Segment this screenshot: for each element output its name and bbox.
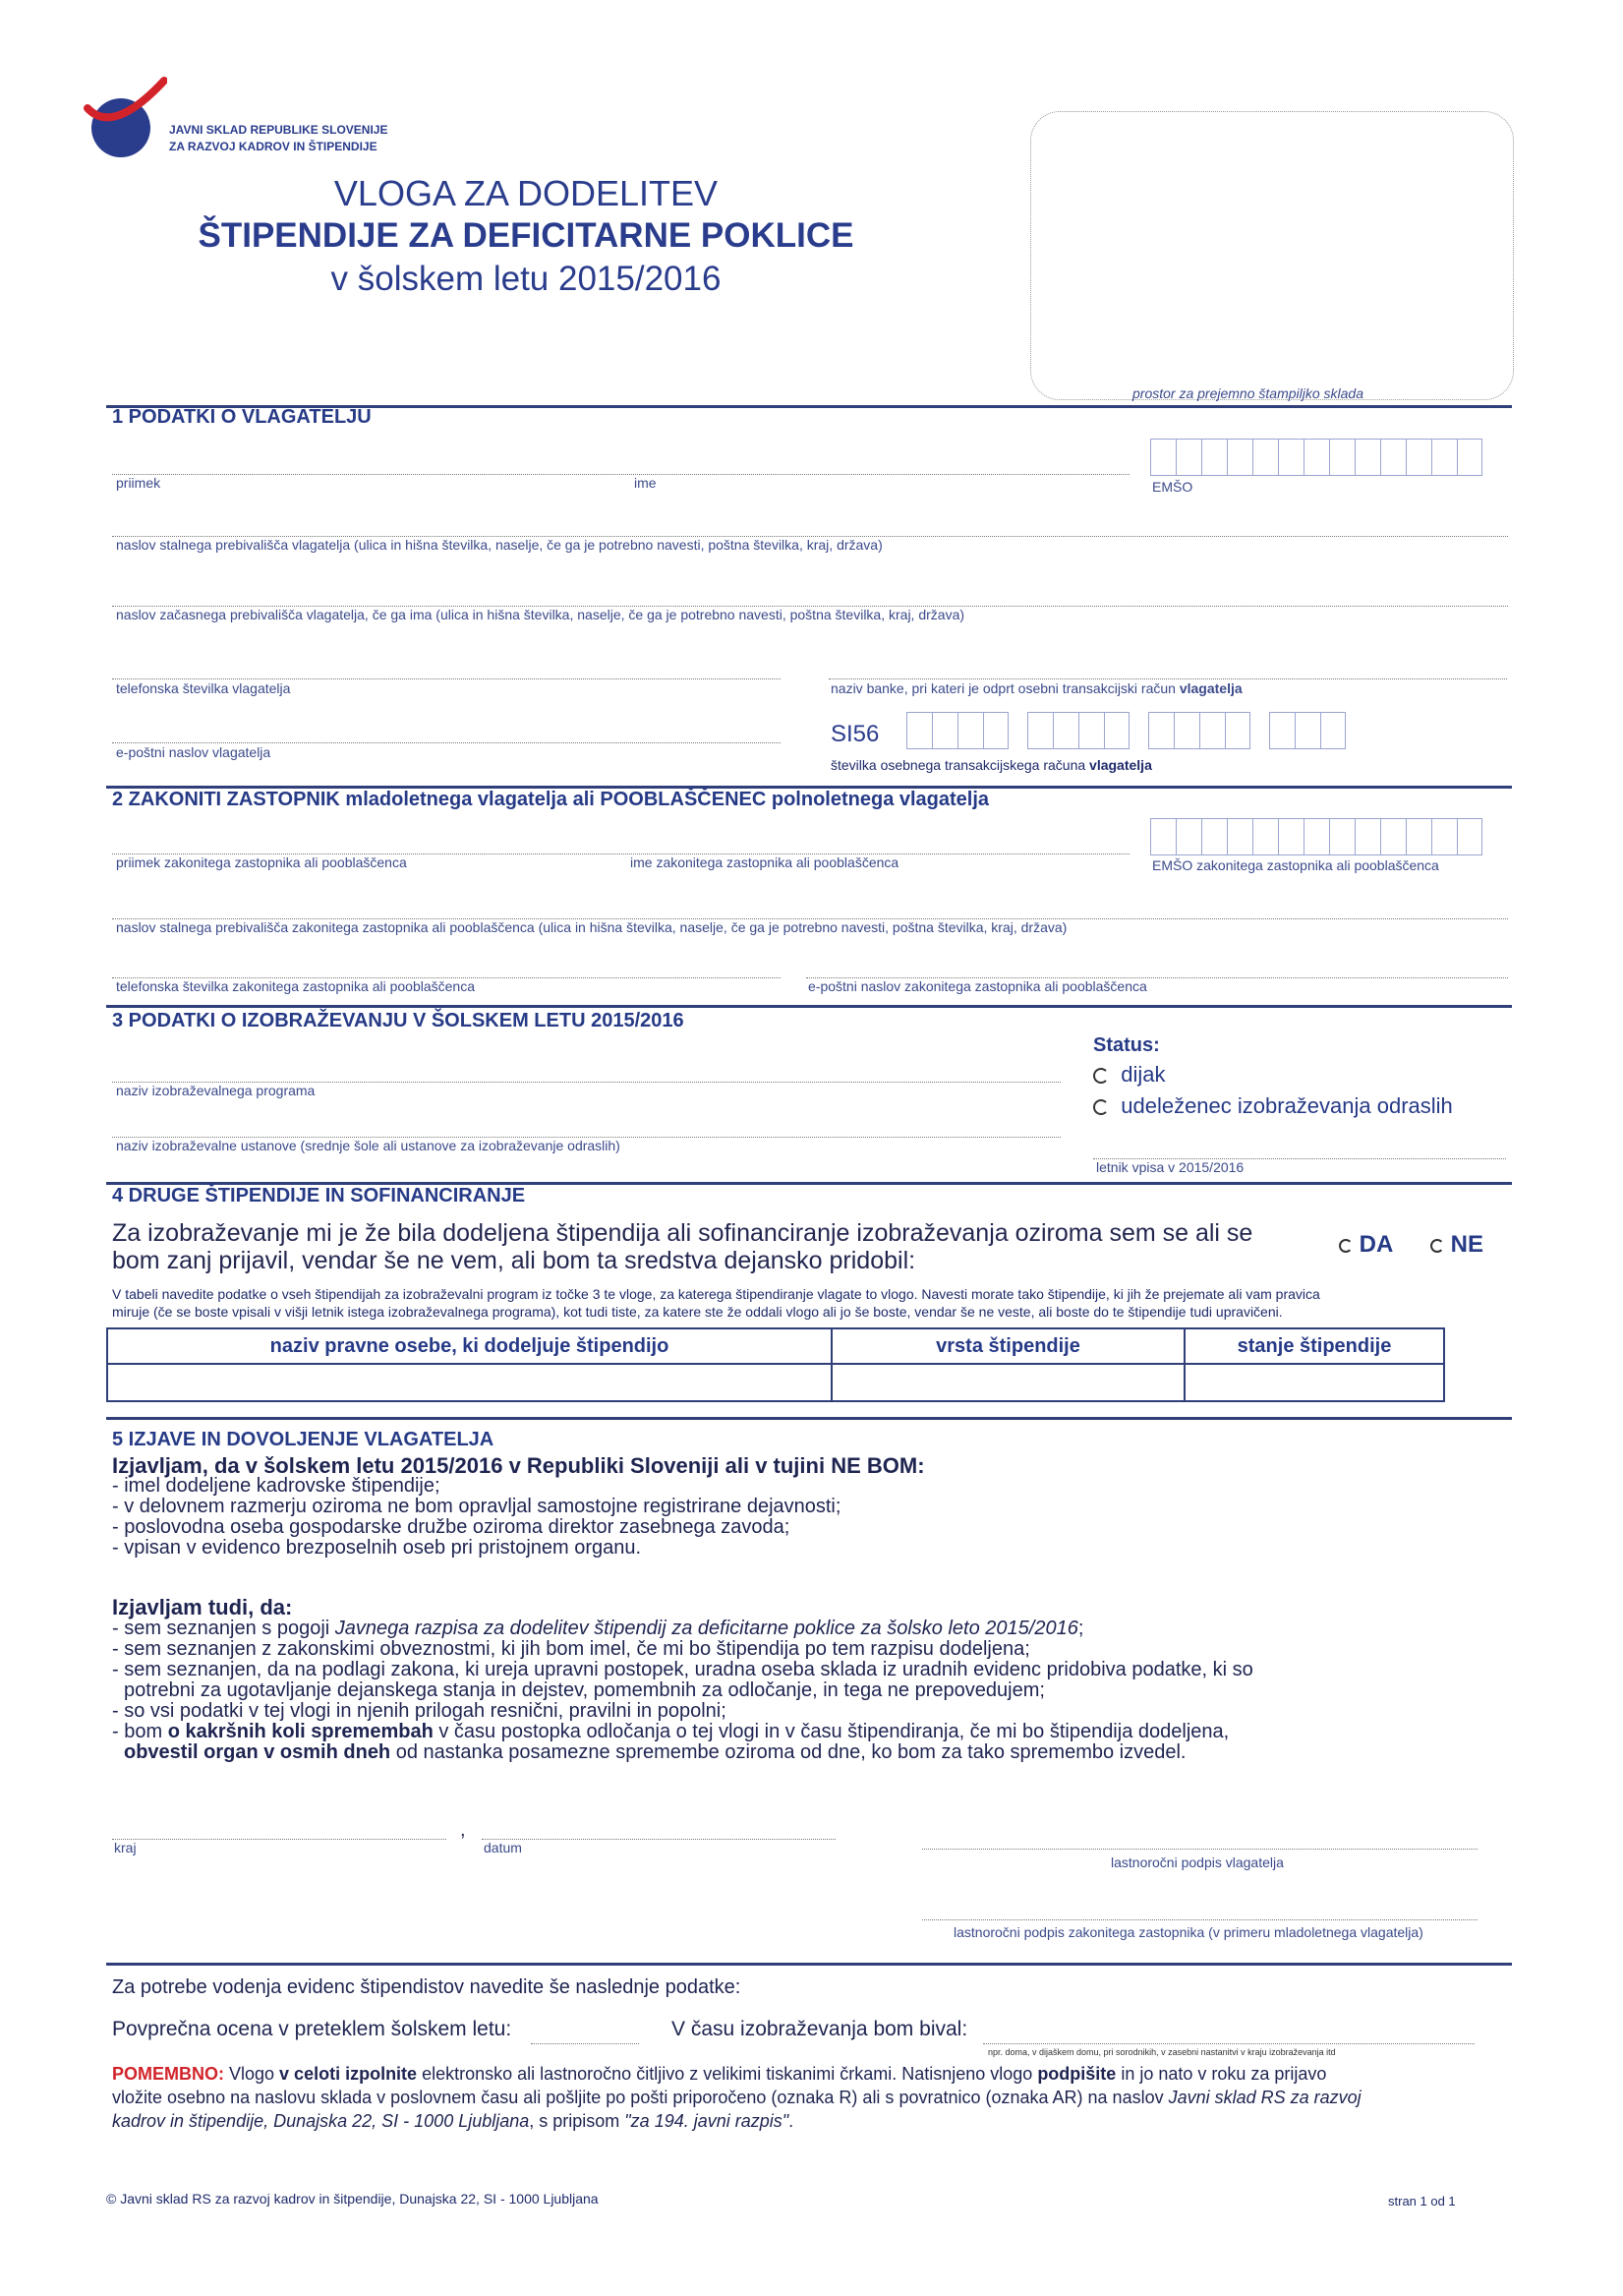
- list-item: - sem seznanjen z zakonskimi obveznostmi, ki jih bom imel, če mi bo štipendija po tem razpisu dodeljena;: [112, 1638, 1030, 1660]
- list-item: [112, 1742, 1508, 1763]
- copyright: © Javni sklad RS za razvoj kadrov in šitpendije, Dunajska 22, SI - 1000 Ljubljana: [106, 2191, 599, 2207]
- radio-icon: [1093, 1099, 1109, 1115]
- section-2-heading: 2 ZAKONITI ZASTOPNIK mladoletnega vlagatelja ali POOBLAŠČENEC polnoletnega vlagatelja: [112, 789, 990, 810]
- important-label: POMEMBNO:: [112, 2064, 224, 2084]
- rep-name-label: ime zakonitega zastopnika ali pooblaščenca: [630, 854, 899, 870]
- account-label: [831, 757, 1152, 773]
- bank-label: [831, 680, 1243, 696]
- list-item: - so vsi podatki v tej vlogi in njenih prilogah resnični, pravilni in popolni;: [112, 1700, 726, 1722]
- rep-email-label: e-poštni naslov zakonitega zastopnika ali pooblaščenca: [808, 978, 1147, 994]
- declaration-2-list: [112, 1619, 1508, 1763]
- form-title: [147, 173, 904, 301]
- radio-icon: [1093, 1068, 1109, 1084]
- table-cell-status[interactable]: [1185, 1364, 1444, 1401]
- important-text: elektronsko ali lastnoročno čitljivo z velikimi tiskanimi črkami. Natisnjeno vlogo: [417, 2064, 1038, 2084]
- logo: [84, 77, 167, 165]
- item-text: - sem seznanjen s pogoji: [112, 1618, 335, 1639]
- item-text: ;: [1077, 1618, 1084, 1639]
- section-4-heading: 4 DRUGE ŠTIPENDIJE IN SOFINANCIRANJE: [112, 1185, 526, 1207]
- page-number: stran 1 od 1: [1388, 2194, 1456, 2208]
- temporary-address-label: naslov začasnega prebivališča vlagatelja, če ga ima (ulica in hišna številka, naselje, če ga je potrebno navesti, poštna številka, kraj, država): [116, 607, 965, 622]
- important-text-italic: Javni sklad RS za razvoj: [1168, 2088, 1362, 2107]
- stamp-box: [1030, 111, 1514, 400]
- item-text: od nastanka posamezne spremembe oziroma od dne, ko bom za tako spremembo izvedel.: [390, 1741, 1187, 1763]
- section-rule: [106, 1963, 1512, 1966]
- residence-field[interactable]: [983, 2016, 1475, 2041]
- additional-info-intro: Za potrebe vodenja evidenc štipendistov navedite še naslednje podatke:: [112, 1976, 741, 1998]
- temporary-address-field[interactable]: [112, 570, 1508, 604]
- rep-signature-field[interactable]: [922, 1886, 1478, 1917]
- place-field[interactable]: [112, 1807, 446, 1837]
- enrollment-year-field[interactable]: [1093, 1129, 1506, 1156]
- question-line-2: bom zanj prijavil, vendar še ne vem, ali bom ta sredstva dejansko pridobil:: [112, 1247, 916, 1274]
- date-field[interactable]: [482, 1807, 836, 1837]
- declaration-2-lead: Izjavljam tudi, da:: [112, 1595, 293, 1619]
- question-line-1: Za izobraževanje mi je že bila dodeljena štipendija ali sofinanciranje izobraževanja oziroma sem se ali se: [112, 1219, 1253, 1247]
- rep-address-label: naslov stalnega prebivališča zakonitega zastopnika ali pooblaščenca (ulica in hišna številka, naselje, če ga je potrebno navesti, poštna številka, kraj, država): [116, 919, 1068, 935]
- email-label: e-poštni naslov vlagatelja: [116, 744, 271, 760]
- table-header-row: [107, 1328, 1444, 1364]
- signature-label: lastnoročni podpis vlagatelja: [1111, 1854, 1284, 1870]
- list-item: - poslovodna oseba gospodarske družbe oziroma direktor zasebnega zavoda;: [112, 1516, 790, 1538]
- list-item: potrebni za ugotavljanje dejanskega stanja in dejstev, pomembnih za odločanje, in tega ne prepovedujem;: [124, 1679, 1045, 1701]
- important-text-bold: v celoti izpolnite: [279, 2064, 418, 2084]
- rep-surname-field[interactable]: [112, 822, 604, 854]
- avg-grade-label: Povprečna ocena v preteklem šolskem letu:: [112, 2018, 512, 2040]
- bank-label-text: naziv banke, pri kateri je odprt osebni transakcijski račun: [831, 680, 1180, 696]
- permanent-address-field[interactable]: [112, 501, 1508, 535]
- answer-yes[interactable]: [1339, 1231, 1393, 1259]
- avg-grade-field[interactable]: [531, 2016, 639, 2041]
- table-header-status: stanje štipendije: [1185, 1328, 1444, 1364]
- rep-email-field[interactable]: [806, 944, 1508, 977]
- emso-input[interactable]: [1150, 439, 1482, 476]
- important-text: , s pripisom: [529, 2111, 625, 2131]
- answer-no-label: NE: [1450, 1231, 1484, 1258]
- important-text: in jo nato v roku za prijavo: [1116, 2064, 1327, 2084]
- status-option-label: udeleženec izobraževanja odraslih: [1121, 1093, 1453, 1118]
- section-rule: [106, 1005, 1512, 1008]
- stamp-label: prostor za prejemno štampiljko sklada: [1132, 385, 1363, 401]
- item-text-italic: Javnega razpisa za dodelitev štipendij za deficitarne poklice za šolsko leto 2015/2016: [334, 1618, 1078, 1639]
- important-text-italic: kadrov in štipendije, Dunajska 22, SI - 1000 Ljubljana: [112, 2111, 530, 2131]
- item-text: v času postopka odločanja o tej vlogi in v času štipendiranja, če mi bo štipendija dodeljena,: [433, 1721, 1230, 1742]
- institution-field[interactable]: [112, 1101, 1061, 1135]
- table-header-type: vrsta štipendije: [832, 1328, 1185, 1364]
- rep-emso-label: EMŠO zakonitega zastopnika ali pooblaščenca: [1152, 857, 1439, 873]
- signature-field[interactable]: [922, 1815, 1478, 1847]
- important-text-bold: podpišite: [1037, 2064, 1117, 2084]
- radio-icon: [1430, 1239, 1444, 1253]
- surname-label: priimek: [116, 475, 161, 491]
- important-text-italic: "za 194. javni razpis": [624, 2111, 789, 2131]
- section-1-heading: 1 PODATKI O VLAGATELJU: [112, 406, 372, 428]
- important-line-1: [112, 2062, 1513, 2086]
- list-item: - vpisan v evidenco brezposelnih oseb pri pristojnem organu.: [112, 1537, 642, 1559]
- enrollment-year-label: letnik vpisa v 2015/2016: [1096, 1159, 1245, 1175]
- phone-label: telefonska številka vlagatelja: [116, 680, 291, 696]
- place-date-separator: ,: [460, 1819, 466, 1841]
- org-line-1: JAVNI SKLAD REPUBLIKE SLOVENIJE: [169, 123, 388, 137]
- account-input-group-4[interactable]: [1269, 712, 1346, 749]
- rep-phone-label: telefonska številka zakonitega zastopnika ali pooblaščenca: [116, 978, 476, 994]
- name-label: ime: [634, 475, 657, 491]
- rep-phone-field[interactable]: [112, 944, 781, 977]
- section-rule: [106, 1417, 1512, 1420]
- table-cell-type[interactable]: [832, 1364, 1185, 1401]
- scholarship-question: [112, 1219, 1252, 1274]
- org-name: [169, 122, 387, 155]
- account-input-group-2[interactable]: [1027, 712, 1130, 749]
- status-option-label: dijak: [1121, 1062, 1166, 1087]
- title-line-3: v šolskem letu 2015/2016: [330, 260, 722, 298]
- bank-field[interactable]: [829, 644, 1507, 677]
- table-row: [107, 1364, 1444, 1401]
- place-label: kraj: [114, 1840, 137, 1855]
- table-header-grantor: naziv pravne osebe, ki dodeljuje štipendijo: [107, 1328, 832, 1364]
- table-cell-grantor[interactable]: [107, 1364, 832, 1401]
- program-field[interactable]: [112, 1046, 1061, 1080]
- program-label: naziv izobraževalnega programa: [116, 1083, 316, 1098]
- important-notice: [112, 2062, 1513, 2133]
- bank-label-bold: vlagatelja: [1179, 680, 1243, 696]
- permanent-address-label: naslov stalnega prebivališča vlagatelja (ulica in hišna številka, naselje, če ga je potrebno navesti, poštna številka, kraj, država): [116, 537, 883, 553]
- phone-field[interactable]: [112, 644, 781, 677]
- surname-field[interactable]: [112, 442, 604, 474]
- important-text: .: [788, 2111, 794, 2131]
- institution-label: naziv izobraževalne ustanove (srednje šole ali ustanove za izobraževanje odraslih): [116, 1138, 620, 1153]
- account-input-group-3[interactable]: [1148, 712, 1250, 749]
- radio-icon: [1339, 1239, 1353, 1253]
- note-line-1: V tabeli navedite podatke o vseh štipendijah za izobraževalni program iz točke 3 te vloge, za katerega štipendiranje vlagate to vlogo. Navesti morate tako štipendije, ki jih že prejemate ali vam pravica: [112, 1286, 1320, 1302]
- status-option-student[interactable]: [1093, 1062, 1165, 1088]
- account-label-bold: vlagatelja: [1089, 757, 1152, 773]
- answer-yes-label: DA: [1359, 1231, 1394, 1258]
- important-line-3: [112, 2109, 1513, 2133]
- declaration-1-list: [112, 1476, 840, 1559]
- section-3-heading: 3 PODATKI O IZOBRAŽEVANJU V ŠOLSKEM LETU 2015/2016: [112, 1010, 684, 1031]
- status-label: Status:: [1093, 1034, 1160, 1056]
- declaration-1-lead: Izjavljam, da v šolskem letu 2015/2016 v Republiki Sloveniji ali v tujini NE BOM:: [112, 1453, 925, 1478]
- date-label: datum: [484, 1840, 522, 1855]
- item-text-bold: obvestil organ v osmih dneh: [124, 1741, 391, 1763]
- rep-name-field[interactable]: [630, 822, 1122, 854]
- important-text: Vlogo: [224, 2064, 280, 2084]
- section-5-heading: 5 IZJAVE IN DOVOLJENJE VLAGATELJA: [112, 1429, 494, 1450]
- list-item: - imel dodeljene kadrovske štipendije;: [112, 1475, 440, 1497]
- rep-signature-label: lastnoročni podpis zakonitega zastopnika (v primeru mladoletnega vlagatelja): [954, 1924, 1423, 1940]
- table-instructions: [112, 1285, 1320, 1321]
- answer-no[interactable]: [1430, 1231, 1483, 1259]
- rep-emso-input[interactable]: [1150, 818, 1482, 855]
- important-line-2: [112, 2086, 1513, 2109]
- iban-prefix: SI56: [831, 721, 880, 747]
- list-item: - v delovnem razmerju oziroma ne bom opravljal samostojne registrirane dejavnosti;: [112, 1496, 841, 1517]
- rep-address-field[interactable]: [112, 883, 1508, 916]
- residence-label: V času izobraževanja bom bival:: [671, 2018, 968, 2040]
- account-input-group-1[interactable]: [906, 712, 1009, 749]
- rep-surname-label: priimek zakonitega zastopnika ali pooblaščenca: [116, 854, 407, 870]
- name-field[interactable]: [634, 442, 1126, 474]
- item-text-bold: o kakršnih koli spremembah: [167, 1721, 434, 1742]
- title-line-2: ŠTIPENDIJE ZA DEFICITARNE POKLICE: [198, 216, 854, 255]
- emso-label: EMŠO: [1152, 479, 1193, 495]
- list-item: [112, 1722, 1508, 1742]
- status-option-adult[interactable]: [1093, 1093, 1453, 1119]
- note-line-2: miruje (če se boste vpisali v višji letnik istega izobraževalnega programa), kot tudi tiste, za katere ste že oddali vlogo ali jo še boste, vendar še ne veste, ali boste do te štipendije tudi upravičeni.: [112, 1304, 1283, 1320]
- account-label-text: številka osebnega transakcijskega računa: [831, 757, 1090, 773]
- list-item: [112, 1619, 1508, 1639]
- email-field[interactable]: [112, 708, 781, 741]
- item-text: - bom: [112, 1721, 168, 1742]
- org-line-2: ZA RAZVOJ KADROV IN ŠTIPENDIJE: [169, 140, 377, 153]
- scholarships-table: [106, 1327, 1445, 1402]
- title-line-1: VLOGA ZA DODELITEV: [333, 173, 719, 213]
- residence-hint: npr. doma, v dijaškem domu, pri sorodnikih, v zasebni nastanitvi v kraju izobraževanja itd: [988, 2047, 1336, 2057]
- list-item: - sem seznanjen, da na podlagi zakona, ki ureja upravni postopek, uradna oseba sklada iz uradnih evidenc pridobiva podatke, ki so: [112, 1659, 1253, 1680]
- important-text: vložite osebno na naslovu sklada v poslovnem času ali pošljite po pošti priporočeno (oznaka R) ali s povratnico (oznaka AR) na naslov: [112, 2088, 1169, 2107]
